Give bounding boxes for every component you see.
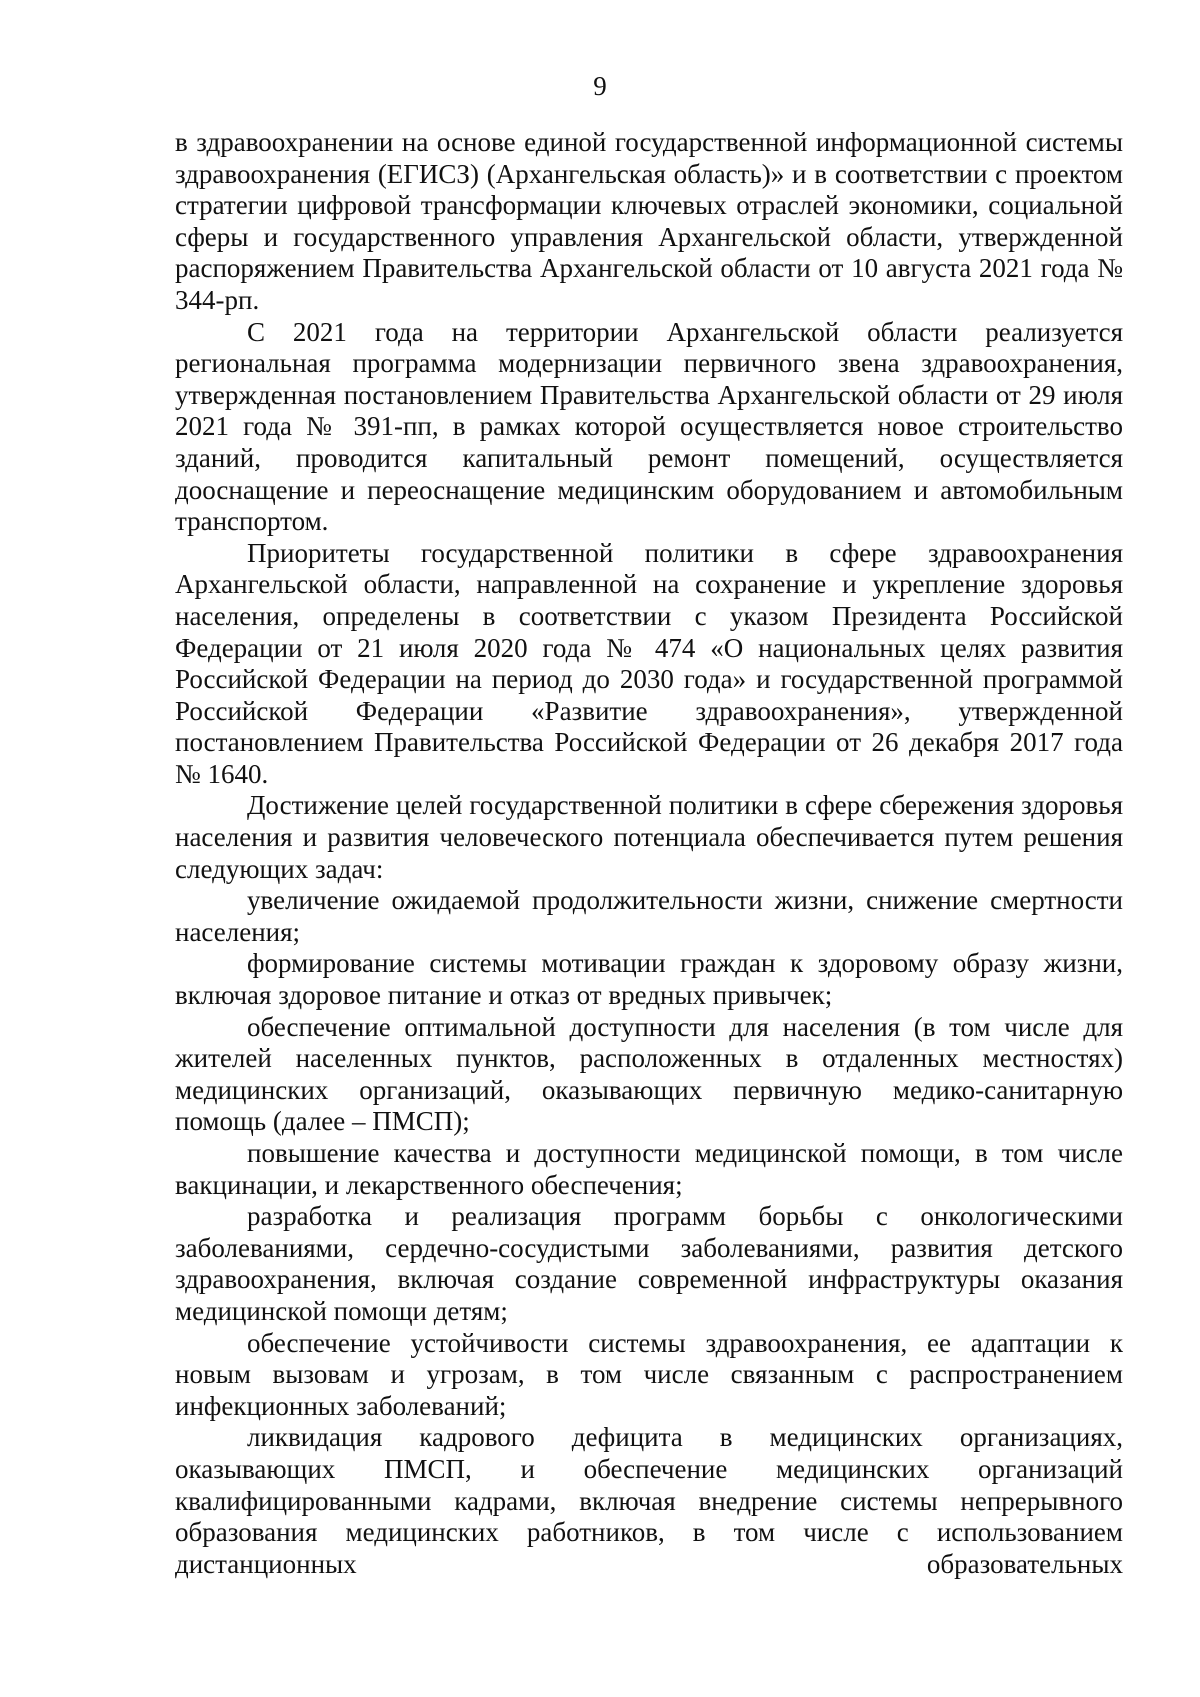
list-item-availability: обеспечение оптимальной доступности для населения (в том числе для жителей населенных пунктов, расположенных в отдаленных местностях) медицинских организаций, оказывающих первичную медико-санитарную помощь (далее – ПМСП);: [175, 1011, 1123, 1137]
paragraph-2: С 2021 года на территории Архангельской области реализуется региональная программа модернизации первичного звена здравоохранения, утвержденная постановлением Правительства Архангельской области от 29 июля 2021 года № 391-пп, в рамках которой осуществляется новое строительство зданий, проводится капитальный ремонт помещений, осуществляется дооснащение и переоснащение медицинским оборудованием и автомобильным транспортом.: [175, 316, 1123, 537]
list-item-healthy-lifestyle: формирование системы мотивации граждан к здоровому образу жизни, включая здоровое питание и отказ от вредных привычек;: [175, 948, 1123, 1011]
list-item-staffing: ликвидация кадрового дефицита в медицинских организациях, оказывающих ПМСП, и обеспечение медицинских организаций квалифицированными кадрами, включая внедрение системы непрерывного образования медицинских работников, в том числе с использованием дистанционных образовательных: [175, 1422, 1123, 1579]
page-number: 9: [593, 71, 607, 101]
list-item-resilience: обеспечение устойчивости системы здравоохранения, ее адаптации к новым вызовам и угрозам, в том числе связанным с распространением инфекционных заболеваний;: [175, 1327, 1123, 1421]
paragraph-3: Приоритеты государственной политики в сфере здравоохранения Архангельской области, направленной на сохранение и укрепление здоровья населения, определены в соответствии с указом Президента Российской Федерации от 21 июля 2020 года № 474 «О национальных целях развития Российской Федерации на период до 2030 года» и государственной программой Российской Федерации «Развитие здравоохранения», утвержденной постановлением Правительства Российской Федерации от 26 декабря 2017 года № 1640.: [175, 537, 1123, 789]
list-item-quality: повышение качества и доступности медицинской помощи, в том числе вакцинации, и лекарственного обеспечения;: [175, 1138, 1123, 1200]
paragraph-1: в здравоохранении на основе единой государственной информационной системы здравоохранения (ЕГИСЗ) (Архангельская область)» и в соответствии с проектом стратегии цифровой трансформации ключевых отраслей экономики, социальной сферы и государственного управления Архангельской области, утвержденной распоряжением Правительства Архангельской области от 10 августа 2021 года № 344-рп.: [175, 127, 1123, 315]
list-item-life-expectancy: увеличение ожидаемой продолжительности жизни, снижение смертности населения;: [175, 885, 1123, 947]
paragraph-4: Достижение целей государственной политики в сфере сбережения здоровья населения и развития человеческого потенциала обеспечивается путем решения следующих задач:: [175, 790, 1123, 884]
list-item-programs: разработка и реализация программ борьбы с онкологическими заболеваниями, сердечно-сосудистыми заболеваниями, развития детского здравоохранения, включая создание современной инфраструктуры оказания медицинской помощи детям;: [175, 1201, 1123, 1326]
document-body: [175, 127, 1123, 1580]
